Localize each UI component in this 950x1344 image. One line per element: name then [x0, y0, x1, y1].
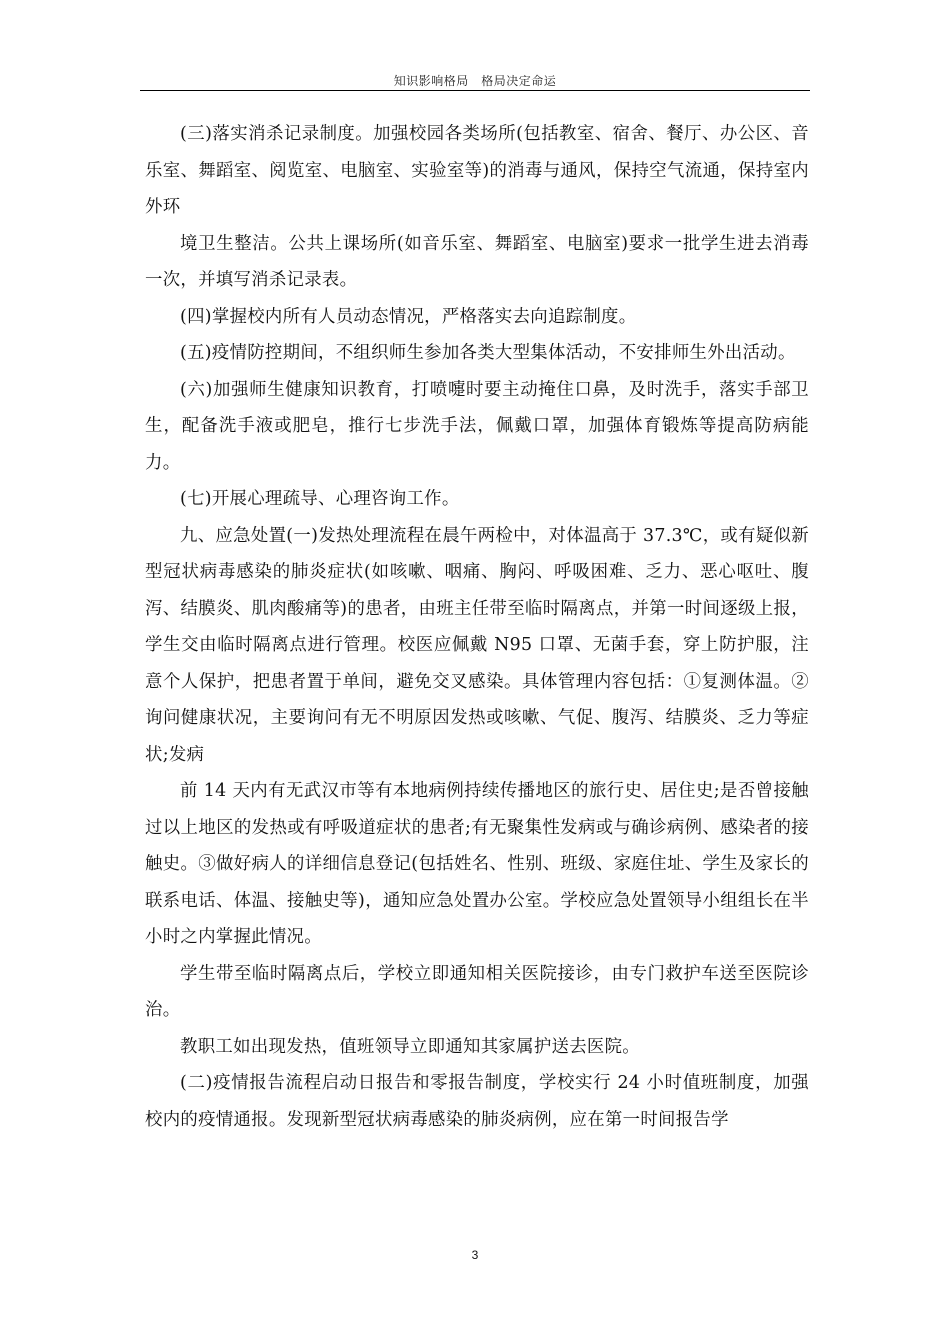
page-header: 知识影响格局 格局决定命运	[393, 74, 557, 88]
paragraph: (五)疫情防控期间，不组织师生参加各类大型集体活动，不安排师生外出活动。	[180, 343, 796, 363]
paragraph: (三)落实消杀记录制度。加强校园各类场所(包括教室、宿舍、餐厅、办公区、音乐室、舞蹈室、阅览室、电脑室、实验室等)的消毒与通风，保持空气流通，保持室内外环	[145, 124, 809, 217]
page-number: 3	[471, 1248, 479, 1262]
header-divider	[140, 90, 810, 91]
paragraph: 境卫生整洁。公共上课场所(如音乐室、舞蹈室、电脑室)要求一批学生进去消毒一次，并填写消杀记录表。	[145, 233, 809, 290]
paragraph: 前 14 天内有无武汉市等有本地病例持续传播地区的旅行史、居住史;是否曾接触过以上地区的发热或有呼吸道症状的患者;有无聚集性发病或与确诊病例、感染者的接触史。③做好病人的详细信息登记(包括姓名、性别、班级、家庭住址、学生及家长的联系电话、体温、接触史等)，通知应急处置办公室。学校应急处置领导小组组长在半小时之内掌握此情况。	[145, 781, 809, 947]
paragraph: 学生带至临时隔离点后，学校立即通知相关医院接诊，由专门救护车送至医院诊治。	[145, 963, 809, 1020]
paragraph: (二)疫情报告流程启动日报告和零报告制度，学校实行 24 小时值班制度，加强校内的疫情通报。发现新型冠状病毒感染的肺炎病例，应在第一时间报告学	[145, 1073, 809, 1130]
paragraph: (七)开展心理疏导、心理咨询工作。	[180, 489, 460, 509]
paragraph: (六)加强师生健康知识教育，打喷嚏时要主动掩住口鼻，及时洗手，落实手部卫生，配备洗手液或肥皂，推行七步洗手法，佩戴口罩，加强体育锻炼等提高防病能力。	[145, 379, 809, 473]
document-body	[145, 116, 809, 1138]
paragraph: (四)掌握校内所有人员动态情况，严格落实去向追踪制度。	[180, 306, 637, 327]
paragraph: 九、应急处置(一)发热处理流程在晨午两检中，对体温高于 37.3℃，或有疑似新型冠状病毒感染的肺炎症状(如咳嗽、咽痛、胸闷、呼吸困难、乏力、恶心呕吐、腹泻、结膜炎、肌肉酸痛等)的患者，由班主任带至临时隔离点，并第一时间逐级上报，学生交由临时隔离点进行管理。校医应佩戴 N95 口罩、无菌手套，穿上防护服，注意个人保护，把患者置于单间，避免交叉感染。具体管理内容包括：①复测体温。②询问健康状况，主要询问有无不明原因发热或咳嗽、气促、腹泻、结膜炎、乏力等症状;发病	[145, 525, 809, 765]
paragraph: 教职工如出现发热，值班领导立即通知其家属护送去医院。	[180, 1036, 640, 1057]
